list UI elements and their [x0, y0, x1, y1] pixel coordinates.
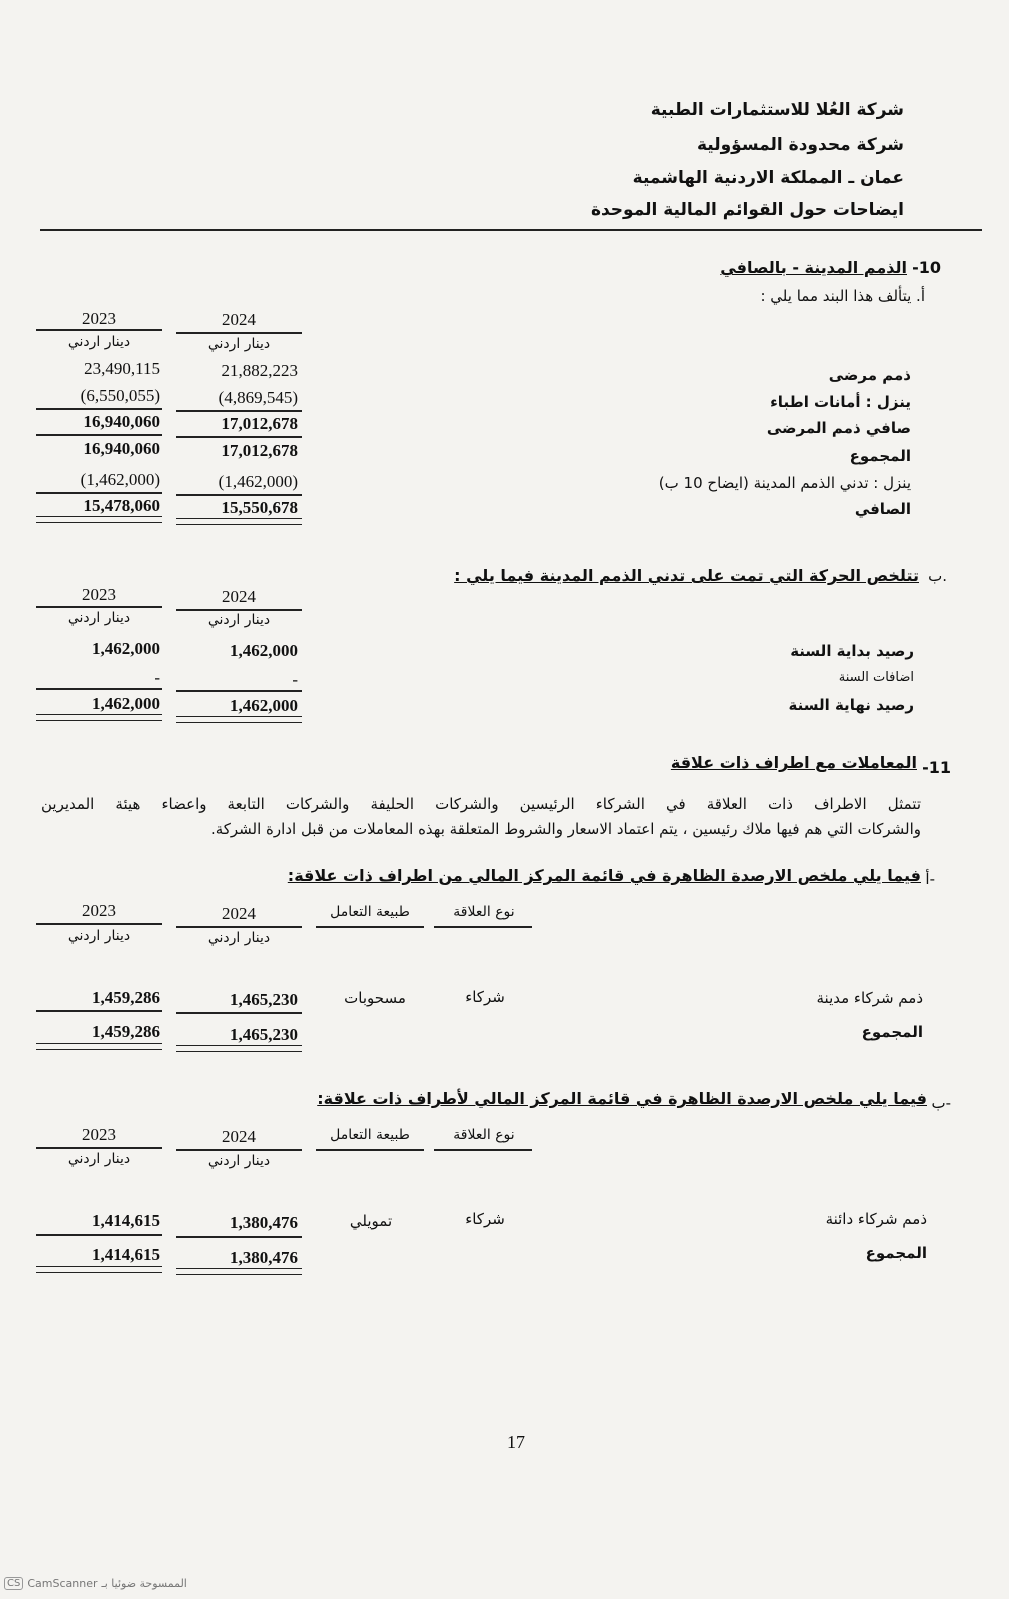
currency-2023: دينار اردني	[67, 610, 131, 626]
year-2023-header: 2023	[82, 1125, 116, 1144]
subtotal-rule-2024	[176, 1236, 302, 1238]
note11-a-title: فيما يلي ملخص الارصدة الظاهرة في قائمة المركز المالي من اطراف ذات علاقة:	[287, 866, 921, 885]
year-2023-header: 2023	[82, 309, 116, 328]
double-rule-2023	[36, 1266, 162, 1273]
row-label: المجموع	[861, 1023, 923, 1041]
currency-2023: دينار اردني	[67, 334, 131, 350]
double-rule-2024	[176, 518, 302, 525]
payable-partners-2023: 1,414,615	[92, 1211, 160, 1230]
header-rule-2023	[36, 923, 162, 925]
subtotal-rule-2023	[36, 408, 162, 410]
header-rule-2023	[36, 606, 162, 608]
header-rule-nature	[316, 926, 424, 928]
double-rule-2023	[36, 516, 162, 523]
additions-2024: -	[292, 670, 298, 689]
row-label: ذمم مرضى	[828, 366, 911, 384]
page-number: 17	[507, 1432, 525, 1452]
a-total-2024: 1,465,230	[230, 1025, 298, 1044]
row-label: اضافات السنة	[838, 670, 914, 685]
camscanner-logo-icon: CS	[4, 1577, 23, 1590]
subtotal-rule-2024	[176, 410, 302, 412]
double-rule-2024	[176, 1268, 302, 1275]
year-2024-header: 2024	[222, 904, 256, 923]
double-rule-2023	[36, 1043, 162, 1050]
company-type: شركة محدودة المسؤولية	[696, 135, 904, 155]
subtotal-rule-2023	[36, 434, 162, 436]
note11-b-title: فيما يلي ملخص الارصدة الظاهرة في قائمة المركز المالي لأطراف ذات علاقة:	[317, 1089, 927, 1108]
row-label: الصافي	[854, 500, 911, 518]
currency-2023: دينار اردني	[67, 1151, 131, 1167]
year-2024-header: 2024	[222, 587, 256, 606]
subtotal-rule-2024	[176, 494, 302, 496]
total-2024: 17,012,678	[221, 441, 298, 460]
note11-paragraph-line1: تتمثل الاطراف ذات العلاقة في الشركاء الرئيسين والشركات الحليفة والشركات التابعة واعضاء هيئة المديرين	[41, 795, 921, 813]
row-label: رصيد بداية السنة	[790, 642, 914, 660]
impairment-2024: (1,462,000)	[218, 472, 298, 491]
currency-2024: دينار اردني	[207, 930, 271, 946]
year-2023-header: 2023	[82, 585, 116, 604]
currency-2024: دينار اردني	[207, 336, 271, 352]
double-rule-2024	[176, 716, 302, 723]
currency-2024: دينار اردني	[207, 612, 271, 628]
patients-2024: 21,882,223	[221, 361, 298, 380]
payable-partners-2024: 1,380,476	[230, 1213, 298, 1232]
impairment-2023: (1,462,000)	[80, 470, 160, 489]
year-2023-header: 2023	[82, 901, 116, 920]
row-label: ذمم شركاء دائنة	[825, 1210, 927, 1228]
doctor-deposits-2024: (4,869,545)	[218, 388, 298, 407]
scanner-watermark	[4, 1577, 187, 1590]
additions-2023: -	[154, 668, 160, 687]
relation-column-header: نوع العلاقة	[453, 1127, 515, 1143]
header-rule	[40, 229, 982, 231]
subtotal-rule-2024	[176, 690, 302, 692]
net-2023: 15,478,060	[83, 496, 160, 515]
b-total-2024: 1,380,476	[230, 1248, 298, 1267]
note11-paragraph-line2: والشركات التي هم فيها ملاك رئيسين ، يتم اعتماد الاسعار والشروط المتعلقة بهذه المعاملات من قبل ادارة الشركة.	[210, 820, 921, 838]
company-location: عمان ـ المملكة الاردنية الهاشمية	[632, 168, 904, 188]
document-subtitle: ايضاحات حول القوائم المالية الموحدة	[590, 200, 904, 220]
closing-balance-2023: 1,462,000	[92, 694, 160, 713]
header-rule-relation	[434, 926, 532, 928]
note10-b-title: تتلخص الحركة التي تمت على تدني الذمم المدينة فيما يلي :	[454, 566, 919, 585]
b-total-2023: 1,414,615	[92, 1245, 160, 1264]
company-name: شركة العُلا للاستثمارات الطبية	[650, 100, 904, 120]
double-rule-2023	[36, 714, 162, 721]
header-rule-2024	[176, 609, 302, 611]
note10-a-intro: أ. يتألف هذا البند مما يلي :	[760, 287, 925, 305]
note11-a-prefix: أ-	[925, 870, 935, 888]
scanner-name: CamScanner	[27, 1577, 98, 1590]
row-label: رصيد نهاية السنة	[788, 696, 914, 714]
double-rule-2024	[176, 1045, 302, 1052]
note10-number: -10	[912, 258, 941, 277]
subtotal-rule-2023	[36, 688, 162, 690]
scanned-with-text: الممسوحة ضوئيا بـ	[101, 1577, 187, 1590]
note11-b-prefix: ب-	[931, 1094, 951, 1112]
opening-balance-2024: 1,462,000	[230, 641, 298, 660]
year-2024-header: 2024	[222, 310, 256, 329]
subtotal-rule-2023	[36, 492, 162, 494]
subtotal-rule-2023	[36, 1234, 162, 1236]
row-label: المجموع	[865, 1244, 927, 1262]
row-label: صافي ذمم المرضى	[766, 419, 911, 437]
closing-balance-2024: 1,462,000	[230, 696, 298, 715]
doctor-deposits-2023: (6,550,055)	[80, 386, 160, 405]
note11-title: المعاملات مع اطراف ذات علاقة	[670, 753, 917, 772]
relation-column-header: نوع العلاقة	[453, 904, 515, 920]
receivable-partners-2023: 1,459,286	[92, 988, 160, 1007]
header-rule-2024	[176, 926, 302, 928]
opening-balance-2023: 1,462,000	[92, 639, 160, 658]
note10-title: الذمم المدينة - بالصافي	[720, 258, 907, 277]
nature-column-header: طبيعة التعامل	[330, 1127, 410, 1143]
header-rule-2023	[36, 1147, 162, 1149]
row-label: ذمم شركاء مدينة	[816, 989, 923, 1007]
row-label: ينزل : تدني الذمم المدينة (ايضاح 10 ب)	[658, 474, 911, 492]
nature-column-header: طبيعة التعامل	[330, 904, 410, 920]
header-rule-2024	[176, 1149, 302, 1151]
receivable-partners-2024: 1,465,230	[230, 990, 298, 1009]
subtotal-rule-2024	[176, 436, 302, 438]
header-rule-2024	[176, 332, 302, 334]
row-label: المجموع	[849, 447, 911, 465]
relation-value: شركاء	[465, 988, 505, 1006]
note11-number: -11	[922, 758, 951, 777]
total-2023: 16,940,060	[83, 439, 160, 458]
header-rule-relation	[434, 1149, 532, 1151]
patients-2023: 23,490,115	[84, 359, 160, 378]
a-total-2023: 1,459,286	[92, 1022, 160, 1041]
year-2024-header: 2024	[222, 1127, 256, 1146]
subtotal-rule-2023	[36, 1010, 162, 1012]
net-2024: 15,550,678	[221, 498, 298, 517]
relation-value: شركاء	[465, 1210, 505, 1228]
note10-b-prefix: ب.	[928, 567, 947, 585]
subtotal-rule-2024	[176, 1012, 302, 1014]
header-rule-nature	[316, 1149, 424, 1151]
currency-2023: دينار اردني	[67, 928, 131, 944]
nature-value: تمويلي	[349, 1212, 393, 1230]
row-label: ينزل : أمانات اطباء	[770, 393, 911, 411]
nature-value: مسحوبات	[344, 989, 406, 1007]
header-rule-2023	[36, 329, 162, 331]
net-patients-2024: 17,012,678	[221, 414, 298, 433]
currency-2024: دينار اردني	[207, 1153, 271, 1169]
net-patients-2023: 16,940,060	[83, 412, 160, 431]
